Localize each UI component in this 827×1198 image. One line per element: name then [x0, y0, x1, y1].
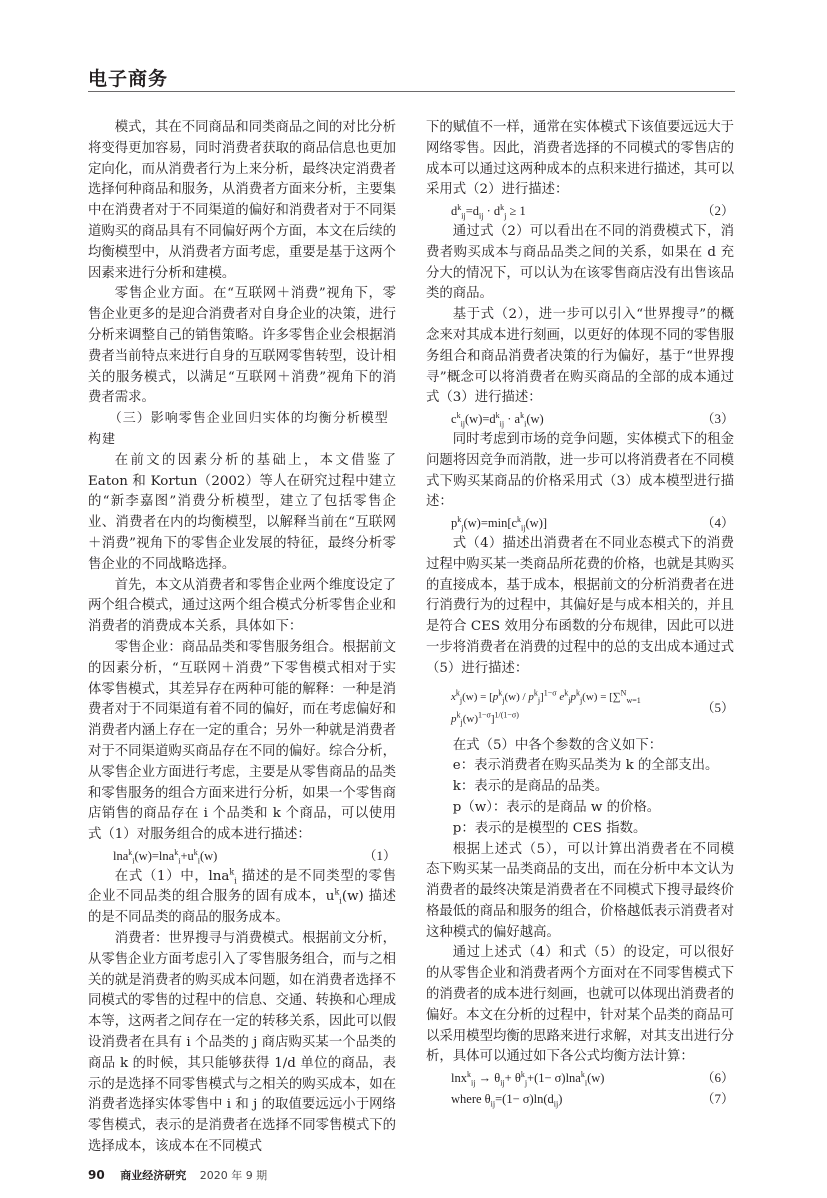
equation-5: [426, 680, 734, 736]
paragraph: 通过式（2）可以看出在不同的消费模式下，消费者购买成本与商品品类之间的关系，如果在 d 充分大的情况下，可以认为在该零售商店没有出售该品类的商品。: [426, 223, 734, 302]
equation-number: （6）: [701, 1070, 734, 1086]
equation-number: （4）: [701, 515, 734, 531]
equation-7: [426, 1089, 734, 1110]
equation-number: （2）: [701, 203, 734, 219]
equation-number: （5）: [701, 699, 734, 715]
paragraph: 首先，本文从消费者和零售企业两个维度设定了两个组合模式，通过这两个组合模式分析零售企业和消费者的消费成本关系，具体如下：: [88, 577, 396, 635]
page-number: 90: [88, 1168, 105, 1182]
left-column: [88, 118, 396, 1158]
paragraph: 基于式（2），进一步可以引入“世界搜寻”的概念来对其成本进行刻画，以更好的体现不同的零售服务组合和商品消费者决策的行为偏好，基于“世界搜寻”概念可以将消费者在购买商品的全部的成本通过式（3）进行描述：: [426, 307, 734, 406]
right-column: [426, 118, 734, 1110]
equation-1: [88, 846, 396, 867]
header-divider: [88, 91, 735, 92]
journal-name: 商业经济研究: [120, 1169, 187, 1182]
equation-4: [426, 513, 734, 534]
equation-3: [426, 409, 734, 430]
equation-number: （7）: [701, 1091, 734, 1107]
paragraph: 式（4）描述出消费者在不同业态模式下的消费过程中购买某一类商品所花费的价格，也就是其购买的直接成本，基于成本，根据前文的分析消费者在进行消费行为的过程中，其偏好是与成本相关的，并且是符合 CES 效用分布函数的分布规律，因此可以进一步将消费者在消费的过程中的总的支出成本通过式（5）进行描述：: [426, 535, 734, 676]
definition-k: k：表示的是商品的品类。: [452, 779, 609, 795]
equation-body: $p^k_j(w)=\min[c^k_{ij}(w)]$: [451, 514, 548, 533]
definition-pw: p（w）：表示的是商品 w 的价格。: [452, 799, 661, 815]
equation-body: where $\theta_{ij}=(1- \sigma)\ln(d_{ij})$: [451, 1092, 563, 1109]
equation-body: $\ln x^k_{ij} \to \theta_{ij}+ \theta^k_j+(1- \sigma)\ln a^k_i(w)$: [451, 1070, 605, 1088]
paragraph: 在式（1）中，lna$^k_i$ 描述的是不同类型的零售企业不同品类的组合服务的固有成本，$u^k_i(w)$ 描述的是不同品类的商品的服务成本。: [88, 867, 397, 926]
definition-e: e：表示消费者在购买品类为 k 的全部支出。: [452, 758, 719, 774]
equation-number: （3）: [701, 411, 734, 427]
equation-number: （1）: [363, 847, 396, 863]
paragraph: 模式，其在不同商品和同类商品之间的对比分析将变得更加容易，同时消费者获取的商品信息也更加定向化，而从消费者行为上来分析，最终决定消费者选择何种商品和服务，从消费者方面来分析，主要集中在消费者对于不同渠道的偏好和消费者对于不同渠道购买的商品具有不同偏好两个方面，本文在后续的均衡模型中，从消费者方面考虑，重要是基于这两个因素来进行分析和建模。: [88, 120, 396, 281]
equation-6: [426, 1068, 734, 1089]
equation-body: $\ln a^k_i(w)=\ln a^k_i+u^k_i(w)$: [113, 847, 218, 866]
paragraph: 在前文的因素分析的基础上，本文借鉴了 Eaton 和 Kortun（2002）等人在研究过程中建立的“新李嘉图”消费分析模型，建立了包括零售企业、消费者在内的均衡模型，以解释当前在“互联网＋消费”视角下的零售企业发展的特征，最终分析零售企业的不同战略选择。: [88, 452, 396, 572]
paragraph: 根据上述式（5），可以计算出消费者在不同模态下购买某一品类商品的支出，而在分析中本文认为消费者的最终决策是消费者在不同模式下搜寻最终价格最低的商品和服务的组合，价格越低表示消费者对这种模式的偏好越高。: [426, 841, 734, 940]
paragraph: 同时考虑到市场的竞争问题，实体模式下的租金问题将因竞争而消散，进一步可以将消费者在不同模式下购买某商品的价格采用式（3）成本模型进行描述：: [426, 431, 734, 510]
paragraph: 零售企业方面。在“互联网＋消费”视角下，零售企业更多的是迎合消费者对自身企业的决策，进行分析来调整自己的销售策略。许多零售企业会根据消费者当前特点来进行自身的互联网零售转型，设计相关的服务模式，以满足“互联网＋消费”视角下的消费者需求。: [88, 286, 396, 406]
paragraph: 通过上述式（4）和式（5）的设定，可以很好的从零售企业和消费者两个方面对在不同零售模式下的消费者的成本进行刻画，也就可以体现出消费者的偏好。本文在分析的过程中，针对某个品类的商品可以采用模型均衡的思路来进行求解，对其支出进行分析，具体可以通过如下各公式均衡方法计算：: [426, 945, 734, 1065]
paragraph: 下的赋值不一样，通常在实体模式下该值要远远大于网络零售。因此，消费者选择的不同模式的零售店的成本可以通过这两种成本的点积来进行描述，其可以采用式（2）进行描述：: [426, 120, 734, 198]
page-footer: [88, 1168, 267, 1183]
paragraph: 在式（5）中各个参数的含义如下：: [452, 737, 663, 753]
journal-issue: 2020 年 9 期: [199, 1169, 268, 1182]
paragraph: 消费者：世界搜寻与消费模式。根据前文分析，从零售企业方面考虑引入了零售服务组合，而与之相关的就是消费者的购买成本问题，如在消费者选择不同模式的零售的过程中的信息、交通、转换和心理成本等，这两者之间存在一定的转移关系，因此可以假设消费者在具有 i 个品类的 j 商店购买某一个品类的商品 k 的时候，其只能够获得 1/d 单位的商品，表示的是选择不同零售模式与之相关的购买成本，如在消费者选择实体零售中 i 和 j 的取值要远远小于网络零售模式，表示的是消费者在选择不同零售模式下的选择成本，该成本在不同模式: [88, 931, 396, 1155]
definition-p: p：表示的是模型的 CES 指数。: [452, 820, 647, 836]
equation-body: $d^k_{ij}=d_{ij} \cdot d^k_j \ge 1$: [451, 203, 526, 221]
equation-body: $x^k_j(w) = [p^k_j(w) / p^k_j]^{1-\sigma}$ $e^k_jp^k_j(w) = [\sum^N_{w=1}$ $p^k_j(w)^{1-\sigma}]^{1/(1-\sigma)}$: [451, 687, 641, 727]
equation-body: $c^k_{ij}(w)=d^k_{ij} \cdot a^k_i(w)$: [451, 411, 544, 429]
paragraph: 零售企业：商品品类和零售服务组合。根据前文的因素分析，“互联网＋消费”下零售模式相对于实体零售模式，其差异存在两种可能的解释：一种是消费者对于不同渠道有着不同的偏好，而在考虑偏好和消费者内涵上存在一定的重合；另外一种就是消费者对于不同渠道购买商品存在不同的偏好。综合分析，从零售企业方面进行考虑，主要是从零售商品的品类和零售服务的组合方面来进行分析，如果一个零售商店销售的商品存在 i 个品类和 k 个商品，可以使用式（1）对服务组合的成本进行描述：: [88, 639, 396, 843]
section-heading: （三）影响零售企业回归实体的均衡分析模型构建: [88, 411, 389, 447]
equation-2: [426, 201, 734, 222]
section-title: 电子商务: [88, 68, 169, 90]
